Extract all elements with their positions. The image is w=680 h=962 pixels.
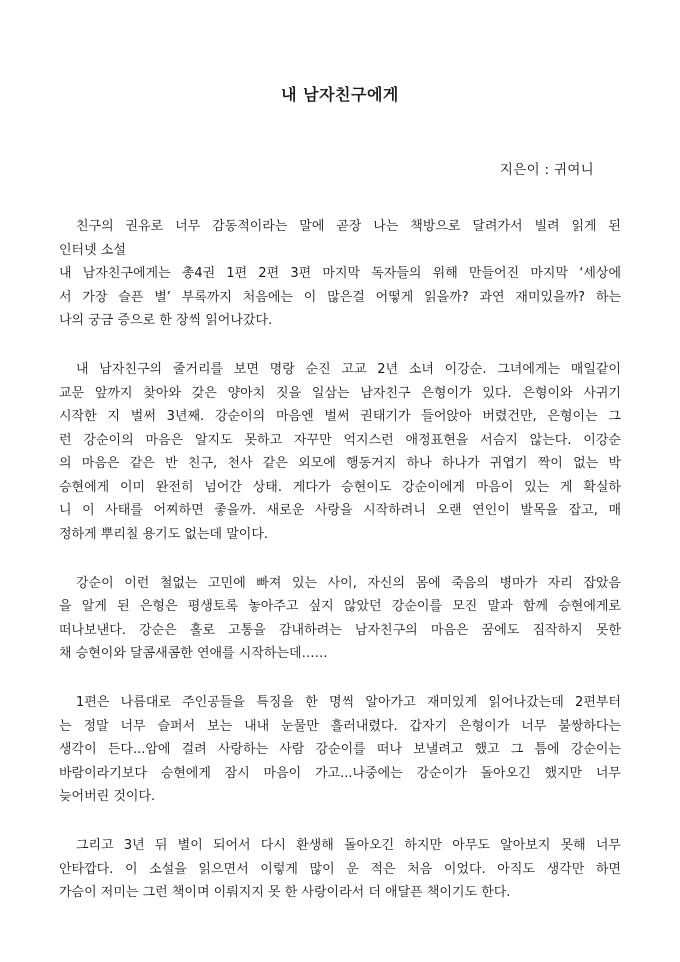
paragraph — [59, 262, 621, 333]
paragraph-line: 그리고 3년 뒤 별이 되어서 다시 환생해 돌아오긴 하지만 아무도 알아보지 못해 너무 — [76, 838, 621, 853]
document-body — [59, 215, 621, 930]
paragraph-line: 가슴이 저미는 그런 책이며 이뤄지지 못 한 사랑이라서 더 애달픈 책이기도 한다. — [59, 885, 511, 900]
paragraph-line: 안타깝다. 이 소설을 읽으면서 이렇게 많이 운 적은 처음 이었다. 아직도 생각만 하면 — [59, 861, 621, 877]
paragraph-line: 1편은 나름대로 주인공들을 특징을 한 명씩 알아가고 재미있게 읽어나갔는데 2편부터 — [76, 695, 621, 710]
paragraph-line: 승현에게 이미 완전히 넘어간 상태. 게다가 승현이도 강순이에게 마음이 있는 게 확실하 — [59, 479, 621, 495]
paragraph-line: 바람이라기보다 승현에게 잠시 마음이 가고...나중에는 강순이가 돌아오긴 했지만 너무 — [59, 765, 621, 781]
paragraph — [59, 834, 621, 905]
paragraph-line: 런 강순이의 마음은 알지도 못하고 자꾸만 억지스런 애정표현을 서슴지 않는다. 이강순 — [59, 432, 621, 448]
paragraph — [59, 691, 621, 809]
paragraph-line: 정하게 뿌리칠 용기도 없는데 말이다. — [59, 526, 269, 542]
paragraph-line: 나의 궁금 증으로 한 장씩 읽어나갔다. — [59, 313, 273, 328]
paragraph-line: 친구의 권유로 너무 감동적이라는 말에 곧장 나는 책방으로 달려가서 빌려 읽게 된 — [76, 219, 621, 234]
paragraph — [59, 215, 621, 262]
paragraph-line: 의 마음은 같은 반 친구, 천사 같은 외모에 행동거지 하나 하나가 귀엽기 짝이 없는 박 — [59, 456, 621, 471]
paragraph-line: 는 정말 너무 슬퍼서 보는 내내 눈물만 흘러내렸다. 갑자기 은형이가 너무 불쌍하다는 — [59, 718, 621, 734]
paragraph-line: 내 남자친구에게는 총4권 1편 2편 3편 마지막 독자들의 위해 만들어진 마지막 ‘세상에 — [59, 266, 621, 281]
paragraph-line: 인터넷 소설 — [59, 242, 126, 258]
paragraph-line: 생각이 든다...암에 걸려 사랑하는 사람 강순이를 떠나 보낼려고 했고 그 틈에 강순이는 — [59, 742, 621, 757]
document-title: 내 남자친구에게 — [281, 85, 399, 104]
paragraph — [59, 358, 621, 546]
paragraph-line: 채 승현이와 달콤새콤한 연애를 시작하는데…… — [59, 646, 328, 661]
paragraph-line: 강순이 이런 철없는 고민에 빠져 있는 사이, 자신의 몸에 죽음의 병마가 자리 잡았음 — [76, 575, 621, 591]
paragraph-line: 떠나보낸다. 강순은 홀로 고통을 감내하려는 남자친구의 마음은 꿈에도 짐작하지 못한 — [59, 622, 621, 638]
paragraph-line: 내 남자친구의 줄거리를 보면 명랑 순진 고교 2년 소녀 이강순. 그녀에게는 매일같이 — [76, 362, 621, 377]
paragraph — [59, 572, 621, 666]
paragraph-line: 교문 앞까지 찾아와 갖은 양아치 짓을 일삼는 남자친구 은형이가 있다. 은형이와 사귀기 — [59, 385, 621, 401]
paragraph-line: 늦어버린 것이다. — [59, 789, 156, 804]
paragraph-line: 니 이 사태를 어찌하면 좋을까. 새로운 사랑을 시작하려니 오랜 연인이 발목을 잡고, 매 — [59, 503, 621, 518]
paragraph-line: 시작한 지 벌써 3년째. 강순이의 마음엔 벌써 권태기가 들어앉아 버렸건만, 은형이는 그 — [59, 409, 621, 424]
paragraph-line: 서 가장 슬픈 별’ 부록까지 처음에는 이 많은걸 어떻게 읽을까? 과연 재미있을까? 하는 — [59, 289, 621, 305]
author-line: 지은이 : 귀여니 — [499, 162, 594, 178]
paragraph-line: 을 알게 된 은형은 평생토록 놓아주고 싶지 않았던 강순이를 모진 말과 함께 승현에게로 — [59, 599, 621, 614]
